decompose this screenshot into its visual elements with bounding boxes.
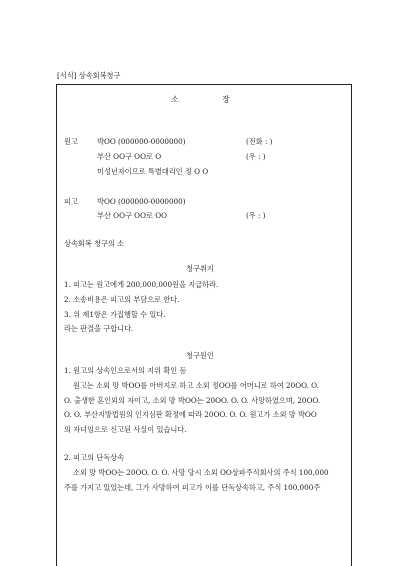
defendant-label: 피고 <box>64 197 78 206</box>
plaintiff-representative: 미성년자이므로 특별대리인 정 O O <box>97 167 209 176</box>
plaintiff-postal: (우 : ) <box>246 152 266 161</box>
section-2-line: 주를 가지고 있었는데, 그가 사망하여 피고가 이를 단독상속하고, 주식 100,000주 <box>64 483 321 492</box>
section-1-line: O. O. 부산지방법원의 인지심판 확정에 따라 20OO. O. O. 원고가 소외 망 박OO <box>64 410 317 419</box>
section-1-title: 1. 원고의 상속인으로서의 지위 확인 등 <box>64 366 187 375</box>
document-title-right: 장 <box>222 95 230 104</box>
defendant-postal: (우 : ) <box>246 211 266 220</box>
section-1-line: 의 자녀임으로 신고된 사실이 있습니다. <box>64 425 187 434</box>
claim-purpose-line: 2. 소송비용은 피고의 부담으로 한다. <box>64 295 180 304</box>
claim-purpose-heading: 청구취지 <box>186 264 214 273</box>
claim-purpose-line: 3. 위 제1항은 가집행할 수 있다. <box>64 310 166 319</box>
plaintiff-name: 박OO (000000-0000000) <box>97 137 186 146</box>
section-2-title: 2. 피고의 단독상속 <box>64 453 125 462</box>
section-1-line: 원고는 소외 망 박OO를 아버지로 하고 소외 정OO를 어머니로 하여 20OO. O. <box>73 381 319 390</box>
defendant-address: 부산 OO구 OO로 OO <box>97 211 167 220</box>
claim-purpose-line: 라는 판결을 구합니다. <box>64 324 134 333</box>
claim-purpose-line: 1. 피고는 원고에게 200,000,000원을 지급하라. <box>64 280 219 289</box>
case-name: 상속회복 청구의 소 <box>64 239 125 248</box>
claim-cause-heading: 청구원인 <box>186 351 214 360</box>
plaintiff-phone: (전화 : ) <box>246 137 273 146</box>
section-1-line: O. 출생한 혼인외의 자이고, 소외 망 박OO는 20OO. O. O. 사망하였으며, 20OO. <box>64 396 321 405</box>
plaintiff-label: 원고 <box>64 137 78 146</box>
form-label: [서식] 상속회복청구 <box>57 71 121 80</box>
section-2-line: 소외 망 박OO는 20OO. O. O. 사망 당시 소외 OO상파주식회사의 주식 100,000 <box>73 468 329 477</box>
plaintiff-address: 부산 OO구 OO로 O <box>97 152 162 161</box>
document-title-left: 소 <box>171 95 179 104</box>
defendant-name: 박OO (000000-0000000) <box>97 197 186 206</box>
